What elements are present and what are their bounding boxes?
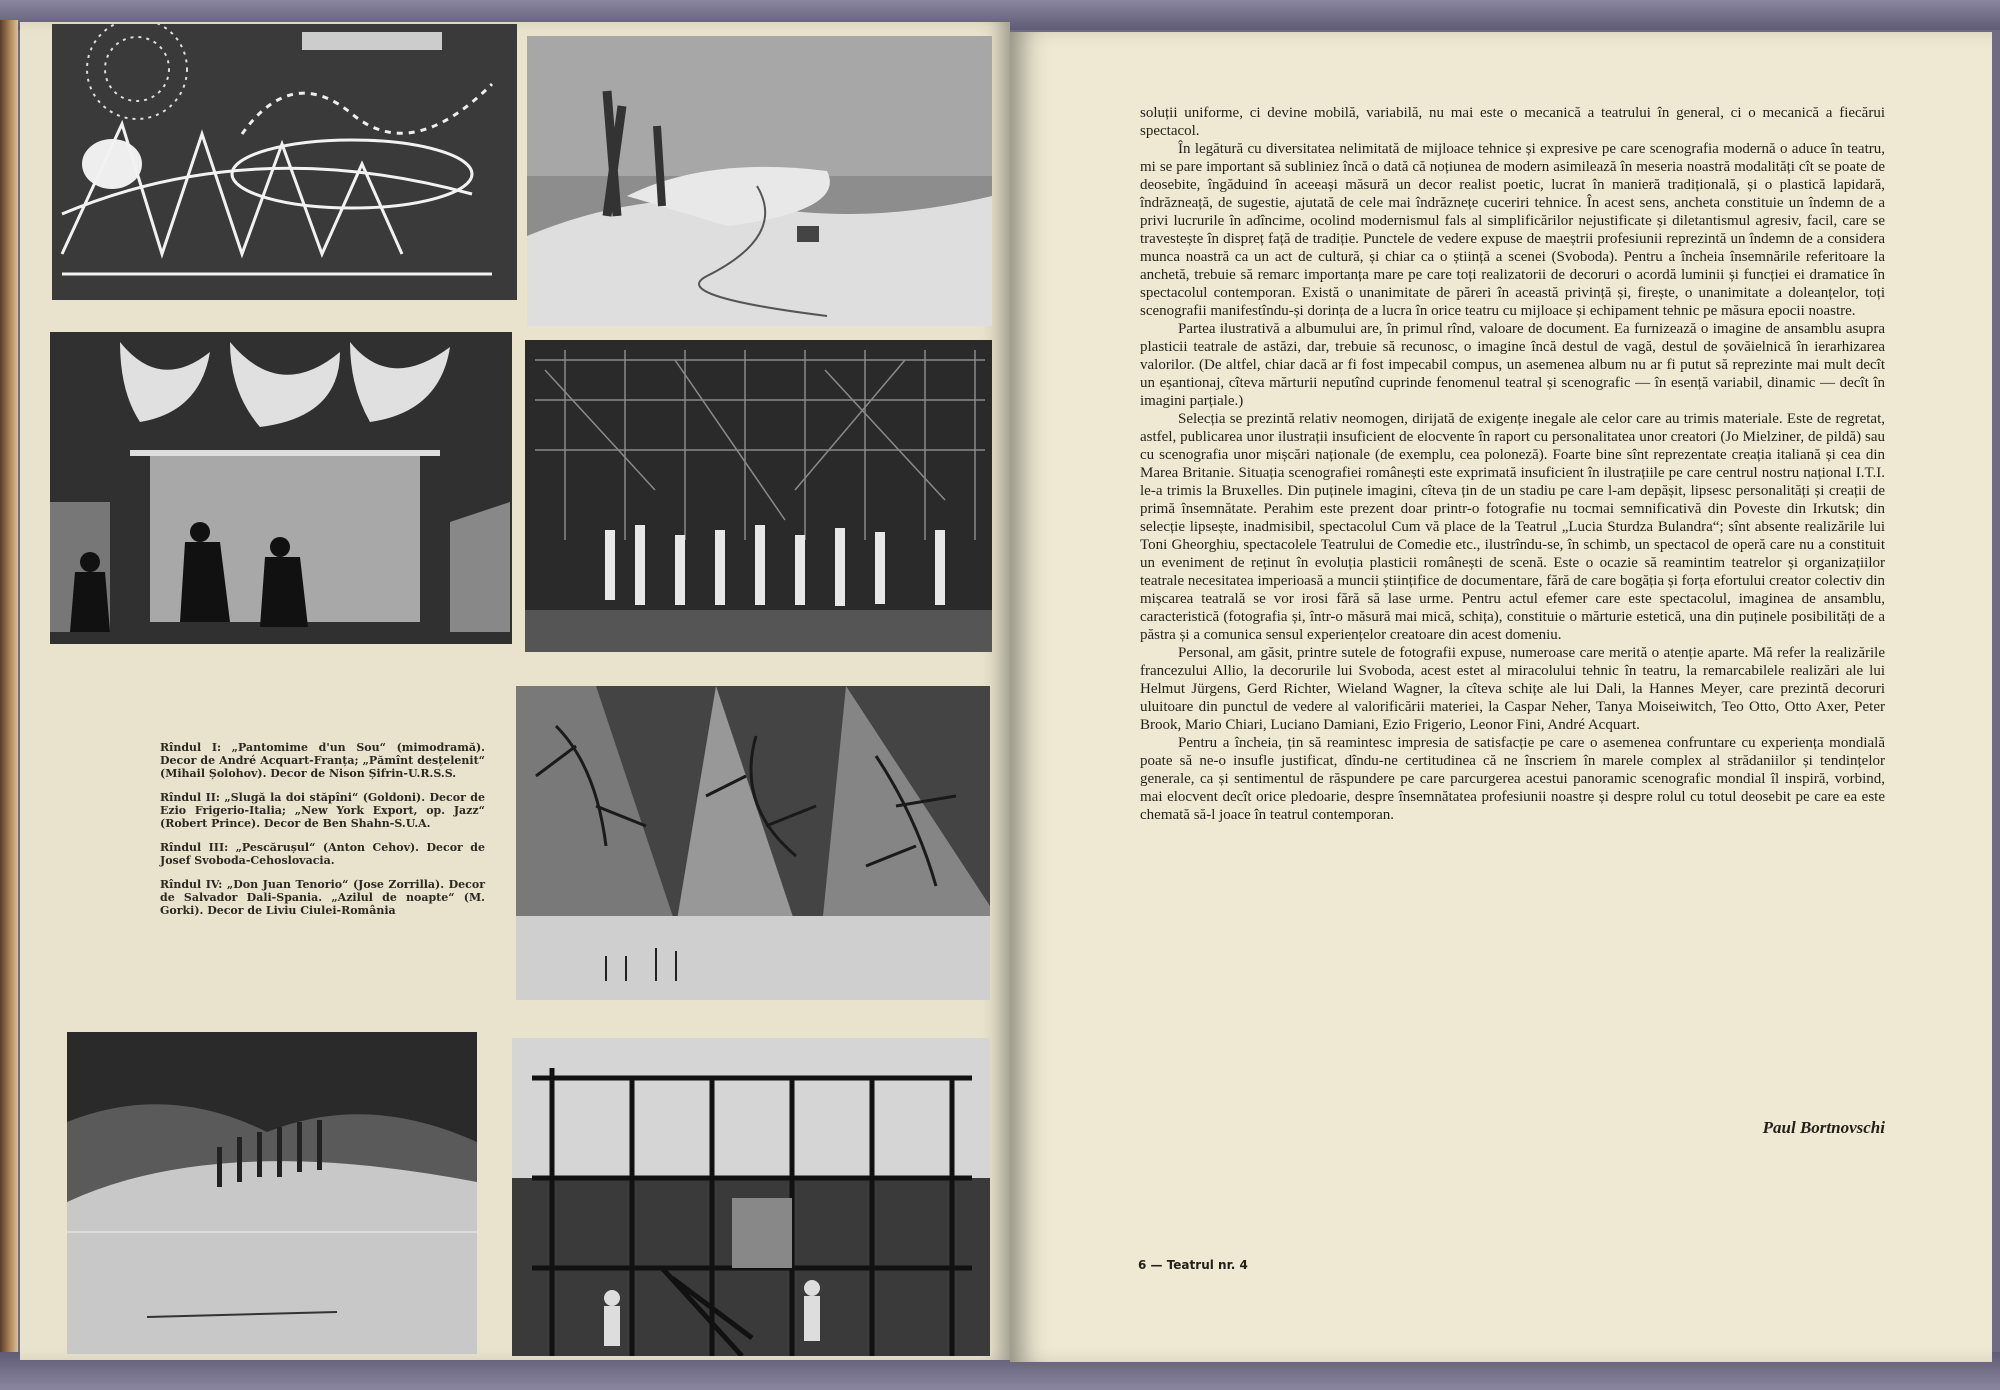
- article-paragraph: soluții uniforme, ci devine mobilă, variabilă, nu mai este o mecanică a teatrului în general, ci o mecanică a fiecărui spectacol.: [1140, 105, 1885, 139]
- book-spine-edge: [0, 20, 18, 1360]
- caption-row-2: Rîndul II: „Slugă la doi stăpîni“ (Goldoni). Decor de Ezio Frigerio-Italia; „New York Export, op. Jazz“ (Robert Prince). Decor de Ben Shahn-S.U.A.: [160, 790, 485, 830]
- author-signature: Paul Bortnovschi: [1762, 1118, 1885, 1137]
- photo-sluga-la-doi-stapini-decor: [50, 332, 512, 644]
- caption-row-4: Rîndul IV: „Don Juan Tenorio“ (Jose Zorrilla). Decor de Salvador Dali-Spania. „Azilul de noapte“ (M. Gorki). Decor de Liviu Ciulei-România: [160, 877, 485, 917]
- left-page: [20, 22, 1010, 1360]
- article-body: [1140, 104, 1885, 824]
- photo-new-york-export-decor: [525, 340, 992, 652]
- photo-pantomime-decor: [52, 24, 517, 300]
- caption-row-3: Rîndul III: „Pescărușul“ (Anton Cehov). Decor de Josef Svoboda-Cehoslovacia.: [160, 840, 485, 867]
- article-paragraph: Partea ilustrativă a albumului are, în primul rînd, valoare de document. Ea furnizează o imagine de ansamblu asupra plasticii teatrale de astăzi, dar, trebuie să recunosc, o imagine încă destul de vagă, destul de șovăielnică în ierarhizarea valorilor. (De altfel, chiar dacă ar fi fost impecabil compus, un asemenea album nu ar fi putut să reprezinte mai mult decît un eșantionaj, cîteva mărturii neputînd cuprinde fenomenul teatral și scenografic — în esență variabil, dinamic — decît în imagini parțiale.): [1140, 321, 1885, 409]
- photo-azilul-de-noapte-decor: [512, 1038, 990, 1356]
- page-footer: 6 — Teatrul nr. 4: [1138, 1258, 1248, 1272]
- article-paragraph: Selecția se prezintă relativ neomogen, dirijată de exigențe inegale ale celor care au trimis materiale. Este de regretat, astfel, publicarea unor ilustrații insuficient de elocvente în raport cu personalitatea unor creatori (Jo Mielziner, de pildă) sau cu scenografia unor mișcări naționale (de exemplu, cea poloneză). Foarte bine sînt reprezentate creația italiană și cea din Marea Britanie. Situația scenografiei românești este exprimată insuficient în ilustrațiile pe care centrul nostru național I.T.I. le-a trimis la Bruxelles. Din puținele imagini, cîteva țin de un stadiu pe care l-am depășit, lipsesc personalități și creații de primă însemnătate. Perahim este prezent doar printr-o fotografie nu tocmai semnificativă din Poveste din Irkutsk; din selecție lipsește, inadmisibil, spectacolul Cum vă place de la Teatrul „Lucia Sturdza Bulandra“; sînt absente realizările lui Toni Gheorghiu, spectacolele Teatrului de Comedie etc., ilustrîndu-se, în schimb, un spectacol de operă care nu a constituit un eveniment de reținut în evoluția plasticii românești de scenă. Este o ocazie să reamintim teatrelor și organizațiilor teatrale necesitatea imperioasă a muncii științifice de documentare, fără de care bogăția și forța efortului creator colectiv din mișcarea teatrală se vor irosi fără să lase urme. Pentru actul efemer care este spectacolul, imaginea de ansamblu, caracteristică (fotografia și, într-o măsură mai mică, schița), constituie o mărturie estetică, una din puținele posibilități de a păstra și a comunica sensul experiențelor creatoare din acest domeniu.: [1140, 411, 1885, 643]
- caption-row-1: Rîndul I: „Pantomime d'un Sou“ (mimodramă). Decor de André Acquart-Franța; „Pămînt desțelenit“ (Mihail Șolohov). Decor de Nison Șifrin-U.R.S.S.: [160, 741, 485, 780]
- article-paragraph: În legătură cu diversitatea nelimitată de mijloace tehnice și expresive pe care scenografia modernă o aduce în teatru, mi se pare important să subliniez încă o dată că noțiunea de modern asimilează în meseria noastră modalități cît se poate de deosebite, îngăduind în aceeași măsură un decor realist poetic, lucrat în manieră tradițională, și o plastică lapidară, îndrăzneață, de sugestie, ajutată de cele mai îndrăznețe cuceriri tehnice. În acest sens, ancheta constituie un îndemn de a privi lucrurile în adîncime, ocolind modernismul fals al simplificărilor nejustificate și diletantismul agresiv, facil, care se travestește în dispreț față de tradiție. Punctele de vedere expuse de maeștrii profesiunii reprezintă un îndemn de a considera munca noastră ca un act de cultură, și chiar ca o știință a scenei (Svoboda). Pentru a încheia însemnările referitoare la anchetă, trebuie să remarc importanța mare pe care toți realizatorii de decoruri o acordă luminii și funcției ei dramatice în spectacolul contemporan. Există o unanimitate de păreri în această privință și, firește, o unanimitate a doleanțelor, toți scenografii manifestîndu-și dorința de a lucra în orice teatru cu mijloace și echipament tehnic pe măsura epocii noastre.: [1140, 141, 1885, 319]
- article-paragraph: Personal, am găsit, printre sutele de fotografii expuse, numeroase care merită o atenție aparte. Mă refer la realizările francezului Allio, la decorurile lui Svoboda, acest estet al miracolului tehnic în teatru, la remarcabilele realizări ale lui Helmut Jürgens, Gerd Richter, Wieland Wagner, la cîteva schițe ale lui Dali, la Hannes Meyer, care prezintă decoruri uluitoare din punctul de vedere al valorificării materiei, la Caspar Neher, Tanya Moiseiwitch, Teo Otto, Otto Axer, Peter Brook, Mario Chiari, Luciano Damiani, Ezio Frigerio, Leonor Fini, André Acquart.: [1140, 645, 1885, 733]
- photo-don-juan-tenorio-decor: [67, 1032, 477, 1354]
- photo-captions: [160, 742, 485, 929]
- photo-pescarusul-decor: [516, 686, 990, 1000]
- photo-pamint-destelenit-decor: [527, 36, 992, 326]
- article-paragraph: Pentru a încheia, țin să reamintesc impresia de satisfacție pe care o asemenea confruntare cu experiența mondială poate să ne-o insufle justificat, dîndu-ne certitudinea că ne înscriem în marele complex al strădaniilor și tendințelor generale, ca și sentimentul de răspundere pe care parcurgerea acestui panoramic scenografic mondial îl inspiră, vorbind, mai elocvent decît orice pledoarie, despre însemnătatea profesiunii noastre și despre rolul cu totul deosebit pe care ea este chemată să-l joace în teatrul contemporan.: [1140, 735, 1885, 823]
